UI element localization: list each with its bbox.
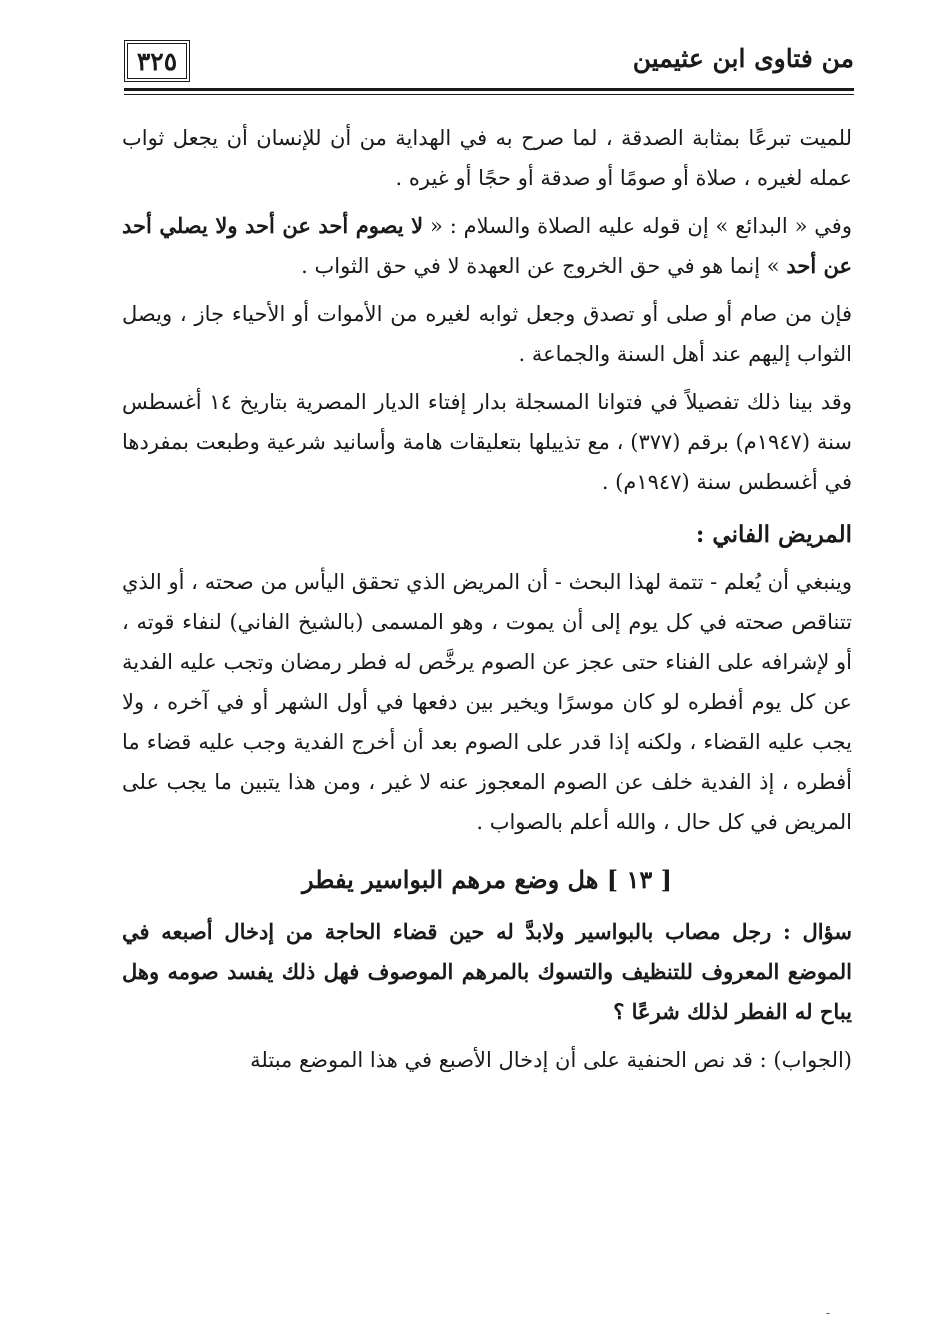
question-title: [ ١٣ ] هل وضع مرهم البواسير يفطر: [302, 865, 672, 894]
answer-text: (الجواب) : قد نص الحنفية على أن إدخال الأصبع في هذا الموضع مبتلة: [250, 1048, 852, 1072]
section-heading: المريض الفاني :: [695, 521, 852, 548]
paragraph-3: فإن من صام أو صلى أو تصدق وجعل ثوابه لغيره من الأموات أو الأحياء جاز ، ويصل الثواب إليهم عند أهل السنة والجماعة .: [122, 302, 852, 366]
paragraph-4: وقد بينا ذلك تفصيلاً في فتوانا المسجلة بدار إفتاء الديار المصرية بتاريخ ١٤ أغسطس سنة (١٩٤٧م) برقم (٣٧٧) ، مع تذييلها بتعليقات هامة وأسانيد شرعية وطبعت بمفردها في أغسطس سنة (١٩٤٧م) .: [122, 390, 853, 494]
question-text: سؤال : رجل مصاب بالبواسير ولابدَّ له حين قضاء الحاجة من إدخال أصبعه في الموضع المعروف للتنظيف والتسوك بالمرهم الموصوف فهل ذلك يفسد صومه وهل يباح له الفطر لذلك شرعًا ؟: [122, 919, 852, 1024]
header-rule-thin: [124, 94, 854, 95]
hadith-quote: لا يصوم أحد عن أحد ولا يصلي أحد عن أحد: [122, 213, 852, 278]
paragraph-2-end: » إنما هو في حق الخروج عن العهدة لا في حق الثواب .: [301, 254, 787, 278]
page-content: [122, 118, 852, 1088]
paragraph-2-start: وفي « البدائع » إن قوله عليه الصلاة والسلام : «: [423, 214, 852, 238]
page-number: ٣٢٥: [124, 40, 190, 82]
paragraph-2: [122, 206, 852, 286]
page-header: [124, 40, 854, 92]
header-rule: [124, 88, 854, 91]
paragraph-5: وينبغي أن يُعلم - تتمة لهذا البحث - أن المريض الذي تحقق اليأس من صحته ، أو الذي تتناقص صحته في كل يوم إلى أن يموت ، وهو المسمى (بالشيخ الفاني) لنفاء قوته ، أو لإشرافه على الفناء حتى عجز عن الصوم يرخَّص له فطر رمضان وتجب عليه الفدية عن كل يوم أفطره لو كان موسرًا ويخير بين دفعها في أول الشهر أو في آخره ، ولا يجب عليه القضاء ، ولكنه إذا قدر على الصوم بعد أن أخرج الفدية وجب عليه قضاء ما أفطره ، إذ الفدية خلف عن الصوم المعجوز عنه لا غير ، ومن هذا يتبين ما يجب على المريض في كل حال ، والله أعلم بالصواب .: [122, 570, 852, 834]
paragraph-1: للميت تبرعًا بمثابة الصدقة ، لما صرح به في الهداية من أن للإنسان أن يجعل ثواب عمله لغيره ، صلاة أو صومًا أو صدقة أو حجًا أو غيره .: [122, 126, 852, 190]
corner-mark: -: [826, 1306, 831, 1320]
book-title: من فتاوى ابن عثيمين: [632, 44, 854, 73]
